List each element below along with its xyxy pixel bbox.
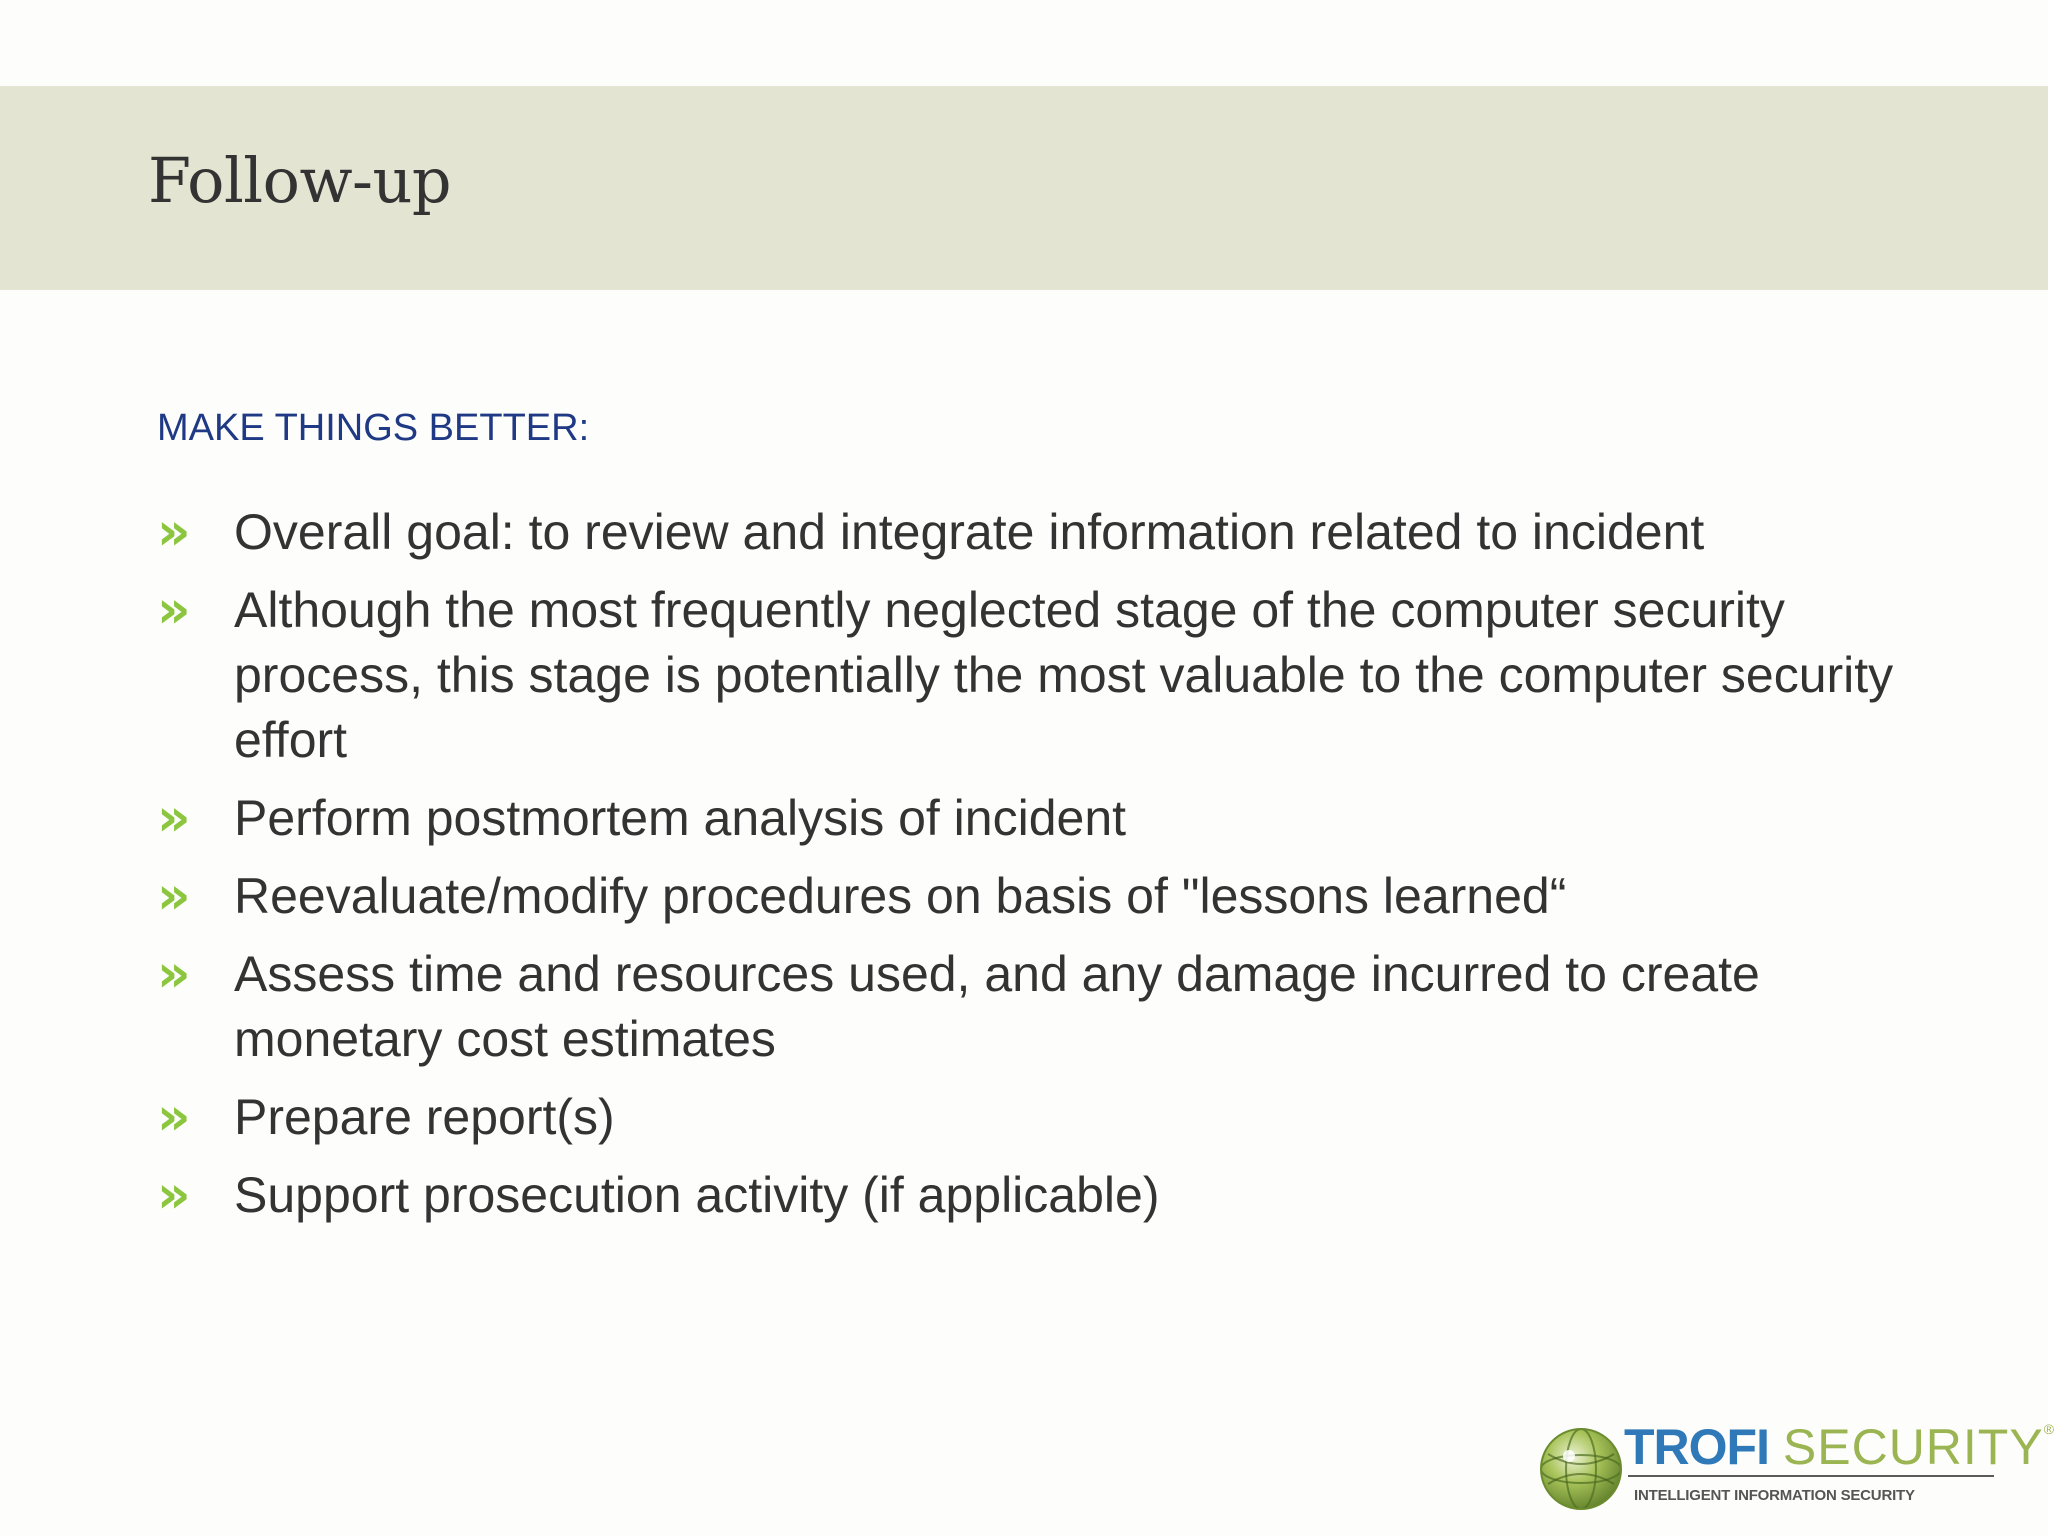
bullet-item (157, 500, 1917, 565)
section-subheading: MAKE THINGS BETTER: (157, 407, 590, 449)
logo-divider (1628, 1475, 1994, 1477)
bullet-text: Assess time and resources used, and any damage incurred to create monetary cost estimates (234, 946, 1760, 1067)
bullet-item (157, 1085, 1917, 1150)
bullet-chevron-icon: » (157, 502, 191, 562)
bullet-chevron-icon: » (157, 944, 191, 1004)
bullet-list (157, 500, 1917, 1241)
logo-tagline: INTELLIGENT INFORMATION SECURITY (1634, 1487, 1915, 1504)
bullet-chevron-icon: » (157, 866, 191, 926)
bullet-text: Perform postmortem analysis of incident (234, 790, 1127, 846)
bullet-text: Although the most frequently neglected stage of the computer security process, this stage is potentially the most valuable to the computer security effort (234, 582, 1894, 768)
bullet-item (157, 942, 1917, 1072)
bullet-item (157, 578, 1917, 773)
bullet-item (157, 1163, 1917, 1228)
trofi-security-logo (1538, 1419, 2054, 1514)
globe-icon (1538, 1426, 1624, 1512)
registered-mark: ® (2043, 1421, 2054, 1437)
bullet-text: Prepare report(s) (234, 1089, 615, 1145)
logo-name-light: SECURITY (1782, 1419, 2044, 1475)
bullet-item (157, 786, 1917, 851)
logo-wordmark (1624, 1419, 2054, 1475)
bullet-text: Support prosecution activity (if applicable) (234, 1167, 1160, 1223)
slide-title: Follow-up (148, 144, 452, 217)
bullet-item (157, 864, 1917, 929)
bullet-chevron-icon: » (157, 1087, 191, 1147)
bullet-chevron-icon: » (157, 580, 191, 640)
bullet-text: Overall goal: to review and integrate information related to incident (234, 504, 1705, 560)
bullet-chevron-icon: » (157, 1165, 191, 1225)
bullet-text: Reevaluate/modify procedures on basis of "lessons learned“ (234, 868, 1567, 924)
logo-name-bold: TROFI (1624, 1419, 1769, 1475)
bullet-chevron-icon: » (157, 788, 191, 848)
